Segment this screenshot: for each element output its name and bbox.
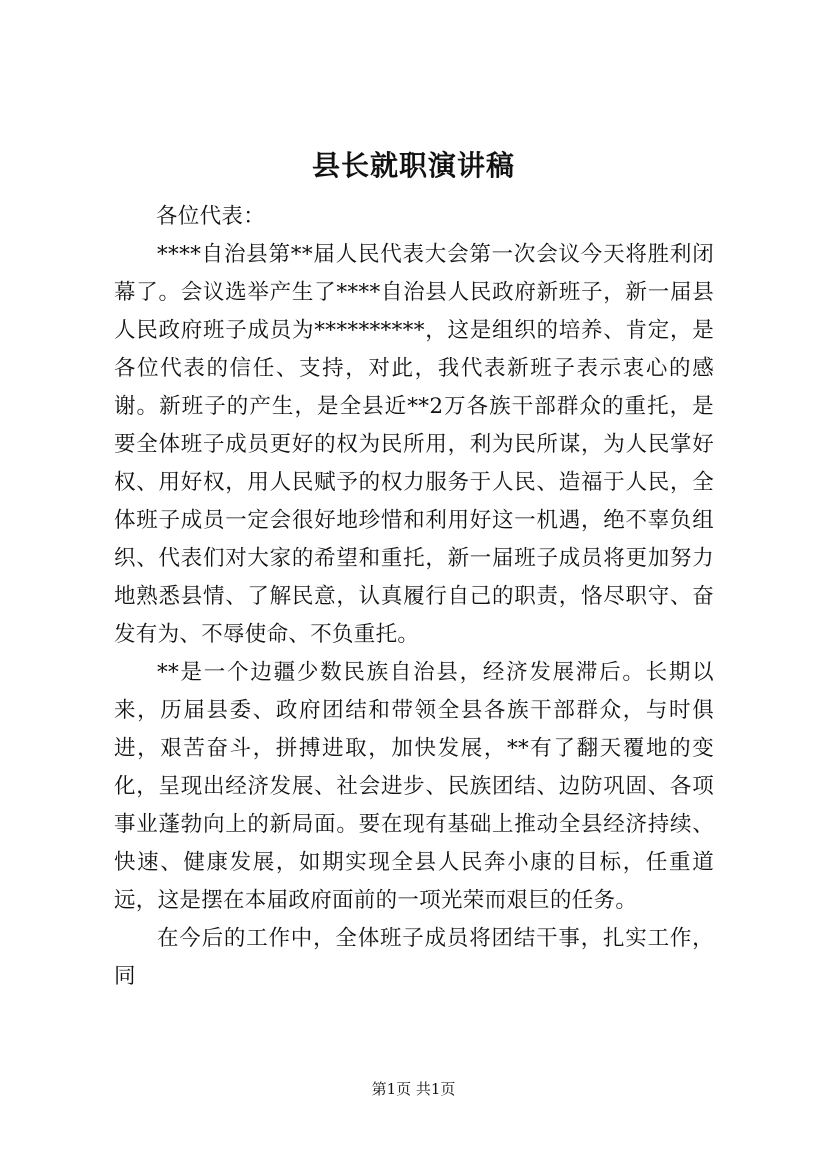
page-footer: 第1页 共1页 — [371, 1080, 456, 1098]
paragraph-2: **是一个边疆少数民族自治县，经济发展滞后。长期以来，历届县委、政府团结和带领全县各族干部群众，与时俱进，艰苦奋斗，拼搏进取，加快发展，**有了翻天覆地的变化，呈现出经济发展、社会进步、民族团结、边防巩固、各项事业蓬勃向上的新局面。要在现有基础上推动全县经济持续、快速、健康发展，如期实现全县人民奔小康的目标，任重道远，这是摆在本届政府面前的一项光荣而艰巨的任务。 — [114, 660, 714, 913]
paragraph-3: 在今后的工作中，全体班子成员将团结干事，扎实工作，同 — [114, 926, 714, 989]
salutation: 各位代表： — [156, 204, 266, 229]
document-title: 县长就职演讲稿 — [311, 149, 515, 182]
paragraph-1: ****自治县第**届人民代表大会第一次会议今天将胜利闭幕了。会议选举产生了****自治县人民政府新班子，新一届县人民政府班子成员为**********，这是组织的培养、肯定，是各位代表的信任、支持，对此，我代表新班子表示衷心的感谢。新班子的产生，是全县近**2万各族干部群众的重托，是要全体班子成员更好的权为民所用，利为民所谋，为人民掌好权、用好权，用人民赋予的权力服务于人民、造福于人民，全体班子成员一定会很好地珍惜和利用好这一机遇，绝不辜负组织、代表们对大家的希望和重托，新一届班子成员将更加努力地熟悉县情、了解民意，认真履行自己的职责，恪尽职守、奋发有为、不辱使命、不负重托。 — [114, 242, 714, 647]
document-body — [114, 198, 714, 996]
